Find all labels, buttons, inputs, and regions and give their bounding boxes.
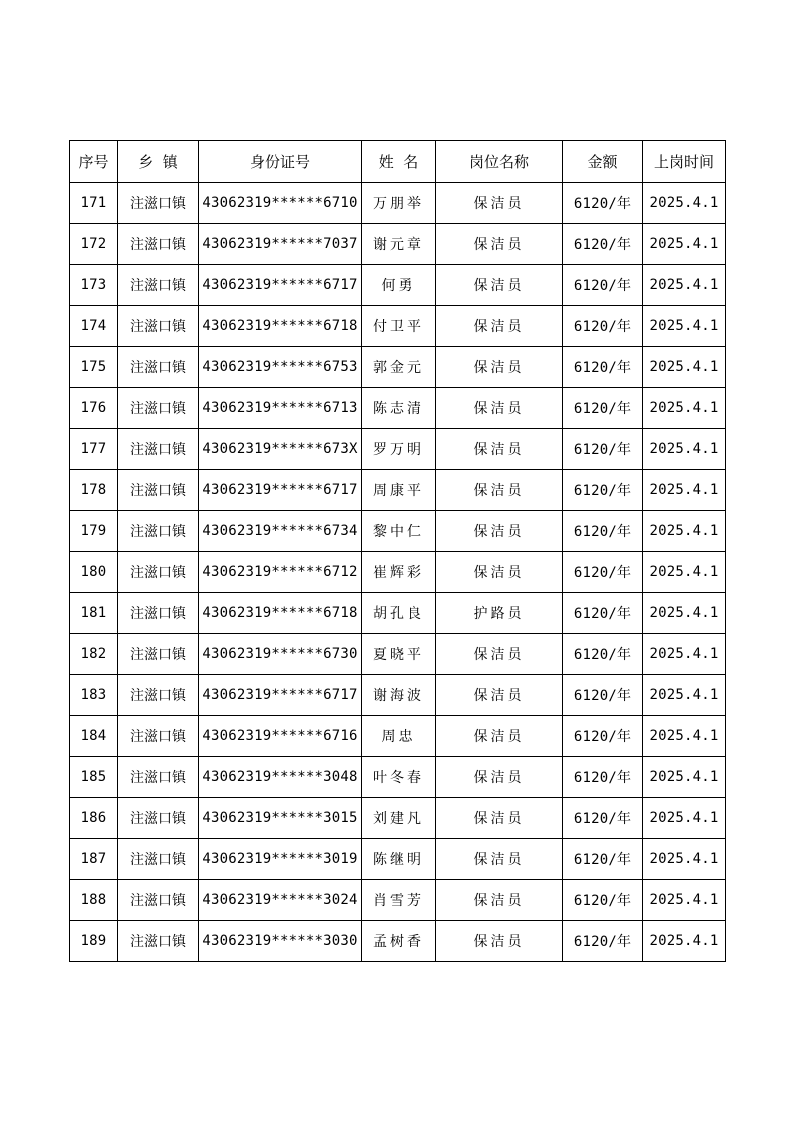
name-cell: 陈继明 bbox=[362, 839, 436, 880]
id-number-cell: 43062319******3030 bbox=[199, 921, 362, 962]
name-cell: 周忠 bbox=[362, 716, 436, 757]
serial-cell: 173 bbox=[70, 265, 118, 306]
amount-cell: 6120/年 bbox=[563, 511, 643, 552]
amount-cell: 6120/年 bbox=[563, 183, 643, 224]
table-row bbox=[70, 224, 726, 265]
header-start-date: 上岗时间 bbox=[643, 141, 726, 183]
name-cell: 孟树香 bbox=[362, 921, 436, 962]
start-date-cell: 2025.4.1 bbox=[643, 183, 726, 224]
township-cell: 注滋口镇 bbox=[118, 388, 199, 429]
start-date-cell: 2025.4.1 bbox=[643, 593, 726, 634]
amount-cell: 6120/年 bbox=[563, 224, 643, 265]
serial-cell: 171 bbox=[70, 183, 118, 224]
amount-cell: 6120/年 bbox=[563, 634, 643, 675]
township-cell: 注滋口镇 bbox=[118, 593, 199, 634]
serial-cell: 179 bbox=[70, 511, 118, 552]
amount-cell: 6120/年 bbox=[563, 552, 643, 593]
serial-cell: 177 bbox=[70, 429, 118, 470]
start-date-cell: 2025.4.1 bbox=[643, 265, 726, 306]
township-cell: 注滋口镇 bbox=[118, 511, 199, 552]
position-cell: 保洁员 bbox=[436, 798, 563, 839]
serial-cell: 175 bbox=[70, 347, 118, 388]
id-number-cell: 43062319******3019 bbox=[199, 839, 362, 880]
header-amount: 金额 bbox=[563, 141, 643, 183]
position-cell: 保洁员 bbox=[436, 634, 563, 675]
position-cell: 保洁员 bbox=[436, 224, 563, 265]
table-row bbox=[70, 675, 726, 716]
table-row bbox=[70, 429, 726, 470]
table-row bbox=[70, 347, 726, 388]
table-row bbox=[70, 552, 726, 593]
id-number-cell: 43062319******6713 bbox=[199, 388, 362, 429]
table-row bbox=[70, 798, 726, 839]
table-row bbox=[70, 716, 726, 757]
table-row bbox=[70, 880, 726, 921]
serial-cell: 176 bbox=[70, 388, 118, 429]
id-number-cell: 43062319******6718 bbox=[199, 306, 362, 347]
position-cell: 保洁员 bbox=[436, 716, 563, 757]
township-cell: 注滋口镇 bbox=[118, 716, 199, 757]
id-number-cell: 43062319******673X bbox=[199, 429, 362, 470]
start-date-cell: 2025.4.1 bbox=[643, 552, 726, 593]
position-cell: 保洁员 bbox=[436, 880, 563, 921]
township-cell: 注滋口镇 bbox=[118, 798, 199, 839]
name-cell: 郭金元 bbox=[362, 347, 436, 388]
table-row bbox=[70, 265, 726, 306]
position-cell: 保洁员 bbox=[436, 183, 563, 224]
position-cell: 护路员 bbox=[436, 593, 563, 634]
table-row bbox=[70, 593, 726, 634]
table-row bbox=[70, 388, 726, 429]
township-cell: 注滋口镇 bbox=[118, 839, 199, 880]
serial-cell: 172 bbox=[70, 224, 118, 265]
amount-cell: 6120/年 bbox=[563, 388, 643, 429]
name-cell: 崔辉彩 bbox=[362, 552, 436, 593]
amount-cell: 6120/年 bbox=[563, 757, 643, 798]
amount-cell: 6120/年 bbox=[563, 593, 643, 634]
table-row bbox=[70, 306, 726, 347]
start-date-cell: 2025.4.1 bbox=[643, 511, 726, 552]
id-number-cell: 43062319******6730 bbox=[199, 634, 362, 675]
name-cell: 何勇 bbox=[362, 265, 436, 306]
id-number-cell: 43062319******6718 bbox=[199, 593, 362, 634]
serial-cell: 184 bbox=[70, 716, 118, 757]
roster-table bbox=[69, 140, 726, 962]
township-cell: 注滋口镇 bbox=[118, 306, 199, 347]
id-number-cell: 43062319******3024 bbox=[199, 880, 362, 921]
amount-cell: 6120/年 bbox=[563, 716, 643, 757]
township-cell: 注滋口镇 bbox=[118, 880, 199, 921]
id-number-cell: 43062319******6716 bbox=[199, 716, 362, 757]
township-cell: 注滋口镇 bbox=[118, 429, 199, 470]
name-cell: 胡孔良 bbox=[362, 593, 436, 634]
position-cell: 保洁员 bbox=[436, 757, 563, 798]
position-cell: 保洁员 bbox=[436, 921, 563, 962]
header-name: 姓 名 bbox=[362, 141, 436, 183]
id-number-cell: 43062319******6753 bbox=[199, 347, 362, 388]
serial-cell: 180 bbox=[70, 552, 118, 593]
start-date-cell: 2025.4.1 bbox=[643, 839, 726, 880]
amount-cell: 6120/年 bbox=[563, 306, 643, 347]
serial-cell: 174 bbox=[70, 306, 118, 347]
township-cell: 注滋口镇 bbox=[118, 757, 199, 798]
name-cell: 夏晓平 bbox=[362, 634, 436, 675]
township-cell: 注滋口镇 bbox=[118, 921, 199, 962]
serial-cell: 183 bbox=[70, 675, 118, 716]
start-date-cell: 2025.4.1 bbox=[643, 347, 726, 388]
start-date-cell: 2025.4.1 bbox=[643, 470, 726, 511]
table-row bbox=[70, 634, 726, 675]
start-date-cell: 2025.4.1 bbox=[643, 798, 726, 839]
serial-cell: 178 bbox=[70, 470, 118, 511]
table-row bbox=[70, 511, 726, 552]
name-cell: 叶冬春 bbox=[362, 757, 436, 798]
start-date-cell: 2025.4.1 bbox=[643, 224, 726, 265]
id-number-cell: 43062319******6717 bbox=[199, 470, 362, 511]
position-cell: 保洁员 bbox=[436, 511, 563, 552]
name-cell: 万朋举 bbox=[362, 183, 436, 224]
header-position: 岗位名称 bbox=[436, 141, 563, 183]
start-date-cell: 2025.4.1 bbox=[643, 634, 726, 675]
id-number-cell: 43062319******6734 bbox=[199, 511, 362, 552]
start-date-cell: 2025.4.1 bbox=[643, 921, 726, 962]
table-body bbox=[70, 183, 726, 962]
start-date-cell: 2025.4.1 bbox=[643, 716, 726, 757]
amount-cell: 6120/年 bbox=[563, 839, 643, 880]
township-cell: 注滋口镇 bbox=[118, 224, 199, 265]
amount-cell: 6120/年 bbox=[563, 921, 643, 962]
township-cell: 注滋口镇 bbox=[118, 552, 199, 593]
position-cell: 保洁员 bbox=[436, 388, 563, 429]
start-date-cell: 2025.4.1 bbox=[643, 757, 726, 798]
amount-cell: 6120/年 bbox=[563, 880, 643, 921]
amount-cell: 6120/年 bbox=[563, 798, 643, 839]
header-township: 乡 镇 bbox=[118, 141, 199, 183]
township-cell: 注滋口镇 bbox=[118, 470, 199, 511]
id-number-cell: 43062319******6717 bbox=[199, 265, 362, 306]
amount-cell: 6120/年 bbox=[563, 675, 643, 716]
serial-cell: 188 bbox=[70, 880, 118, 921]
header-row bbox=[70, 141, 726, 183]
serial-cell: 185 bbox=[70, 757, 118, 798]
start-date-cell: 2025.4.1 bbox=[643, 306, 726, 347]
name-cell: 谢元章 bbox=[362, 224, 436, 265]
serial-cell: 187 bbox=[70, 839, 118, 880]
header-id-number: 身份证号 bbox=[199, 141, 362, 183]
serial-cell: 181 bbox=[70, 593, 118, 634]
id-number-cell: 43062319******6717 bbox=[199, 675, 362, 716]
name-cell: 刘建凡 bbox=[362, 798, 436, 839]
name-cell: 周康平 bbox=[362, 470, 436, 511]
position-cell: 保洁员 bbox=[436, 470, 563, 511]
position-cell: 保洁员 bbox=[436, 306, 563, 347]
serial-cell: 186 bbox=[70, 798, 118, 839]
position-cell: 保洁员 bbox=[436, 429, 563, 470]
id-number-cell: 43062319******3048 bbox=[199, 757, 362, 798]
name-cell: 谢海波 bbox=[362, 675, 436, 716]
serial-cell: 182 bbox=[70, 634, 118, 675]
id-number-cell: 43062319******3015 bbox=[199, 798, 362, 839]
name-cell: 罗万明 bbox=[362, 429, 436, 470]
position-cell: 保洁员 bbox=[436, 552, 563, 593]
amount-cell: 6120/年 bbox=[563, 429, 643, 470]
table-row bbox=[70, 470, 726, 511]
position-cell: 保洁员 bbox=[436, 347, 563, 388]
start-date-cell: 2025.4.1 bbox=[643, 880, 726, 921]
township-cell: 注滋口镇 bbox=[118, 675, 199, 716]
table-row bbox=[70, 183, 726, 224]
amount-cell: 6120/年 bbox=[563, 347, 643, 388]
township-cell: 注滋口镇 bbox=[118, 183, 199, 224]
table-row bbox=[70, 921, 726, 962]
name-cell: 肖雪芳 bbox=[362, 880, 436, 921]
name-cell: 付卫平 bbox=[362, 306, 436, 347]
position-cell: 保洁员 bbox=[436, 839, 563, 880]
start-date-cell: 2025.4.1 bbox=[643, 675, 726, 716]
table-row bbox=[70, 839, 726, 880]
township-cell: 注滋口镇 bbox=[118, 265, 199, 306]
name-cell: 陈志清 bbox=[362, 388, 436, 429]
township-cell: 注滋口镇 bbox=[118, 347, 199, 388]
name-cell: 黎中仁 bbox=[362, 511, 436, 552]
table-row bbox=[70, 757, 726, 798]
position-cell: 保洁员 bbox=[436, 675, 563, 716]
township-cell: 注滋口镇 bbox=[118, 634, 199, 675]
serial-cell: 189 bbox=[70, 921, 118, 962]
start-date-cell: 2025.4.1 bbox=[643, 429, 726, 470]
id-number-cell: 43062319******7037 bbox=[199, 224, 362, 265]
amount-cell: 6120/年 bbox=[563, 265, 643, 306]
id-number-cell: 43062319******6710 bbox=[199, 183, 362, 224]
position-cell: 保洁员 bbox=[436, 265, 563, 306]
start-date-cell: 2025.4.1 bbox=[643, 388, 726, 429]
header-serial: 序号 bbox=[70, 141, 118, 183]
amount-cell: 6120/年 bbox=[563, 470, 643, 511]
id-number-cell: 43062319******6712 bbox=[199, 552, 362, 593]
